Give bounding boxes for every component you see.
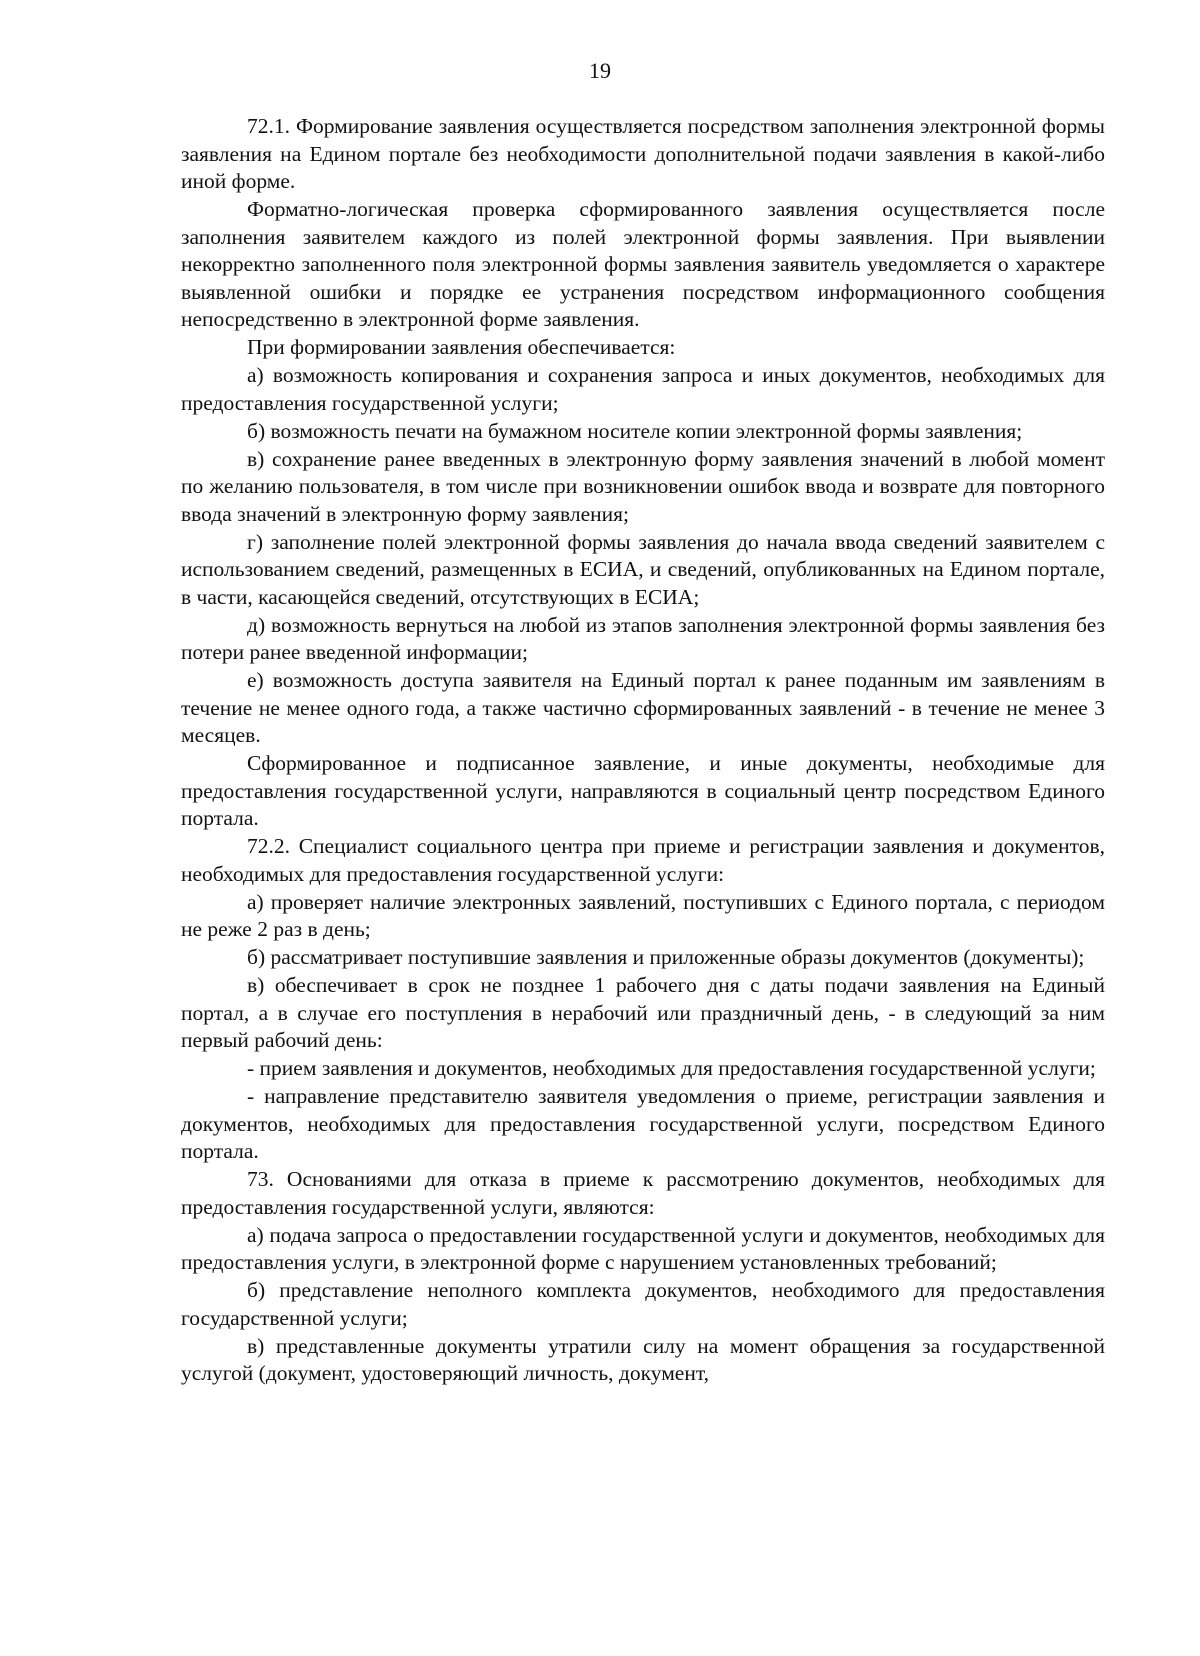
list-item-v-ensures: в) обеспечивает в срок не позднее 1 рабочего дня с даты подачи заявления на Единый портал, а в случае его поступления в нерабочий или праздничный день, - в следующий за ним первый рабочий день:	[181, 973, 1105, 1052]
list-item-a-checks: а) проверяет наличие электронных заявлений, поступивших с Единого портала, с периодом не реже 2 раз в день;	[181, 889, 1105, 941]
list-item-e-access: е) возможность доступа заявителя на Единый портал к ранее поданным им заявлениям в течение не менее одного года, а также частично сформированных заявлений - в течение не менее 3 месяцев.	[181, 668, 1105, 747]
list-item-v-saving: в) сохранение ранее введенных в электронную форму заявления значений в любой момент по желанию пользователя, в том числе при возникновении ошибок ввода и возврате для повторного ввода значений в электронную форму заявления;	[181, 446, 1105, 526]
paragraph-format-check: Форматно-логическая проверка сформированного заявления осуществляется после заполнения заявителем каждого из полей электронной формы заявления. При выявлении некорректно заполненного поля электронной формы заявления заявитель уведомляется о характере выявленной ошибки и порядке ее устранения посредством информационного сообщения непосредственно в электронной форме заявления.	[181, 197, 1105, 331]
dash-item-reception: - прием заявления и документов, необходимых для предоставления государственной услуги;	[247, 1056, 1096, 1080]
paragraph-provided-list-intro: При формировании заявления обеспечивается:	[247, 335, 676, 359]
paragraph-72-1: 72.1. Формирование заявления осуществляется посредством заполнения электронной формы заявления на Едином портале без необходимости дополнительной подачи заявления в какой-либо иной форме.	[181, 114, 1105, 193]
list-item-b-incomplete: б) представление неполного комплекта документов, необходимого для предоставления государственной услуги;	[181, 1278, 1105, 1330]
dash-item-notification: - направление представителю заявителя уведомления о приеме, регистрации заявления и документов, необходимых для предоставления государственной услуги, посредством Единого портала.	[181, 1084, 1105, 1163]
paragraph-72-2: 72.2. Специалист социального центра при приеме и регистрации заявления и документов, необходимых для предоставления государственной услуги:	[181, 834, 1105, 886]
page-number: 19	[589, 58, 611, 83]
list-item-v-expired: в) представленные документы утратили силу на момент обращения за государственной услугой (документ, удостоверяющий личность, документ,	[181, 1333, 1105, 1385]
document-body	[181, 113, 1105, 1388]
list-item-a-copying: а) возможность копирования и сохранения запроса и иных документов, необходимых для предоставления государственной услуги;	[181, 363, 1105, 415]
list-item-b-reviews: б) рассматривает поступившие заявления и приложенные образы документов (документы);	[247, 945, 1085, 969]
list-item-a-violation: а) подача запроса о предоставлении государственной услуги и документов, необходимых для предоставления услуги, в электронной форме с нарушением установленных требований;	[181, 1222, 1105, 1274]
list-item-g-prefill: г) заполнение полей электронной формы заявления до начала ввода сведений заявителем с использованием сведений, размещенных в ЕСИА, и сведений, опубликованных на Едином портале, в части, касающейся сведений, отсутствующих в ЕСИА;	[181, 529, 1105, 609]
list-item-b-printing: б) возможность печати на бумажном носителе копии электронной формы заявления;	[247, 418, 1023, 443]
paragraph-73: 73. Основаниями для отказа в приеме к рассмотрению документов, необходимых для предоставления государственной услуги, являются:	[181, 1167, 1105, 1219]
list-item-d-return: д) возможность вернуться на любой из этапов заполнения электронной формы заявления без потери ранее введенной информации;	[181, 612, 1105, 664]
paragraph-signed-submission: Сформированное и подписанное заявление, и иные документы, необходимые для предоставления государственной услуги, направляются в социальный центр посредством Единого портала.	[181, 751, 1105, 830]
